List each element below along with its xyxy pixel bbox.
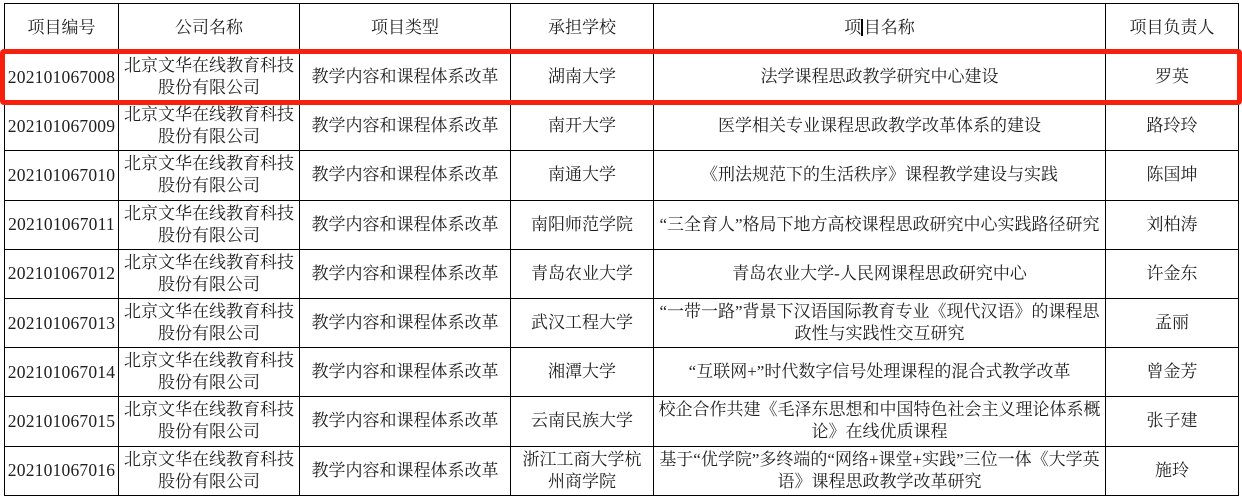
table-row xyxy=(5,348,1239,397)
cell-project-id: 202101067010 xyxy=(5,151,119,200)
cell-project-id: 202101067015 xyxy=(5,397,119,446)
cell-leader: 许金东 xyxy=(1106,249,1239,298)
cell-company: 北京文华在线教育科技股份有限公司 xyxy=(119,298,300,347)
cell-school: 云南民族大学 xyxy=(511,397,654,446)
cell-project-name: 基于“优学院”多终端的“网络+课堂+实践”三位一体《大学英语》课程思政教学改革研究 xyxy=(654,446,1106,495)
cell-leader: 曾金芳 xyxy=(1106,348,1239,397)
cell-school: 南通大学 xyxy=(511,151,654,200)
cell-leader: 罗英 xyxy=(1106,53,1239,102)
cell-project-type: 教学内容和课程体系改革 xyxy=(300,397,511,446)
cell-company: 北京文华在线教育科技股份有限公司 xyxy=(119,348,300,397)
table-row xyxy=(5,249,1239,298)
header-project-name-pre: 项 xyxy=(844,17,862,37)
cell-project-name: 法学课程思政教学研究中心建设 xyxy=(654,53,1106,102)
cell-company: 北京文华在线教育科技股份有限公司 xyxy=(119,102,300,151)
cell-project-type: 教学内容和课程体系改革 xyxy=(300,151,511,200)
cell-project-id: 202101067016 xyxy=(5,446,119,495)
cell-project-type: 教学内容和课程体系改革 xyxy=(300,348,511,397)
header-school: 承担学校 xyxy=(511,4,654,53)
cell-project-type: 教学内容和课程体系改革 xyxy=(300,200,511,249)
cell-project-name: “三全育人”格局下地方高校课程思政研究中心实践路径研究 xyxy=(654,200,1106,249)
cell-school: 南开大学 xyxy=(511,102,654,151)
table-row xyxy=(5,53,1239,102)
cell-school: 南阳师范学院 xyxy=(511,200,654,249)
cell-company: 北京文华在线教育科技股份有限公司 xyxy=(119,397,300,446)
header-project-type: 项目类型 xyxy=(300,4,511,53)
table-row xyxy=(5,102,1239,151)
cell-project-name: 医学相关专业课程思政教学改革体系的建设 xyxy=(654,102,1106,151)
cell-school: 青岛农业大学 xyxy=(511,249,654,298)
cell-leader: 孟丽 xyxy=(1106,298,1239,347)
cell-school: 湖南大学 xyxy=(511,53,654,102)
cell-project-name: 校企合作共建《毛泽东思想和中国特色社会主义理论体系概论》在线优质课程 xyxy=(654,397,1106,446)
header-project-name-post: 目名称 xyxy=(863,17,915,37)
cell-project-name: “一带一路”背景下汉语国际教育专业《现代汉语》的课程思政性与实践性交互研究 xyxy=(654,298,1106,347)
cell-project-name: 青岛农业大学-人民网课程思政研究中心 xyxy=(654,249,1106,298)
cell-project-id: 202101067014 xyxy=(5,348,119,397)
cell-project-name: 《刑法规范下的生活秩序》课程教学建设与实践 xyxy=(654,151,1106,200)
projects-table-wrap xyxy=(4,3,1239,496)
cell-leader: 刘柏涛 xyxy=(1106,200,1239,249)
text-caret xyxy=(861,19,863,36)
cell-project-type: 教学内容和课程体系改革 xyxy=(300,102,511,151)
table-row xyxy=(5,298,1239,347)
table-row xyxy=(5,397,1239,446)
cell-leader: 路玲玲 xyxy=(1106,102,1239,151)
cell-project-id: 202101067008 xyxy=(5,53,119,102)
cell-project-type: 教学内容和课程体系改革 xyxy=(300,298,511,347)
cell-school: 浙江工商大学杭州商学院 xyxy=(511,446,654,495)
cell-project-name: “互联网+”时代数字信号处理课程的混合式教学改革 xyxy=(654,348,1106,397)
cell-company: 北京文华在线教育科技股份有限公司 xyxy=(119,151,300,200)
cell-leader: 陈国坤 xyxy=(1106,151,1239,200)
projects-table xyxy=(4,3,1239,496)
table-row xyxy=(5,446,1239,495)
cell-project-type: 教学内容和课程体系改革 xyxy=(300,446,511,495)
cell-company: 北京文华在线教育科技股份有限公司 xyxy=(119,200,300,249)
header-row xyxy=(5,4,1239,53)
header-leader: 项目负责人 xyxy=(1106,4,1239,53)
cell-project-id: 202101067013 xyxy=(5,298,119,347)
cell-school: 武汉工程大学 xyxy=(511,298,654,347)
cell-company: 北京文华在线教育科技股份有限公司 xyxy=(119,249,300,298)
cell-company: 北京文华在线教育科技股份有限公司 xyxy=(119,446,300,495)
table-row xyxy=(5,151,1239,200)
cell-project-type: 教学内容和课程体系改革 xyxy=(300,249,511,298)
cell-leader: 张子建 xyxy=(1106,397,1239,446)
cell-project-id: 202101067011 xyxy=(5,200,119,249)
table-row xyxy=(5,200,1239,249)
cell-project-id: 202101067012 xyxy=(5,249,119,298)
header-project-name xyxy=(654,4,1106,53)
header-project-id: 项目编号 xyxy=(5,4,119,53)
cell-school: 湘潭大学 xyxy=(511,348,654,397)
cell-leader: 施玲 xyxy=(1106,446,1239,495)
header-company: 公司名称 xyxy=(119,4,300,53)
cell-project-id: 202101067009 xyxy=(5,102,119,151)
cell-project-type: 教学内容和课程体系改革 xyxy=(300,53,511,102)
cell-company: 北京文华在线教育科技股份有限公司 xyxy=(119,53,300,102)
